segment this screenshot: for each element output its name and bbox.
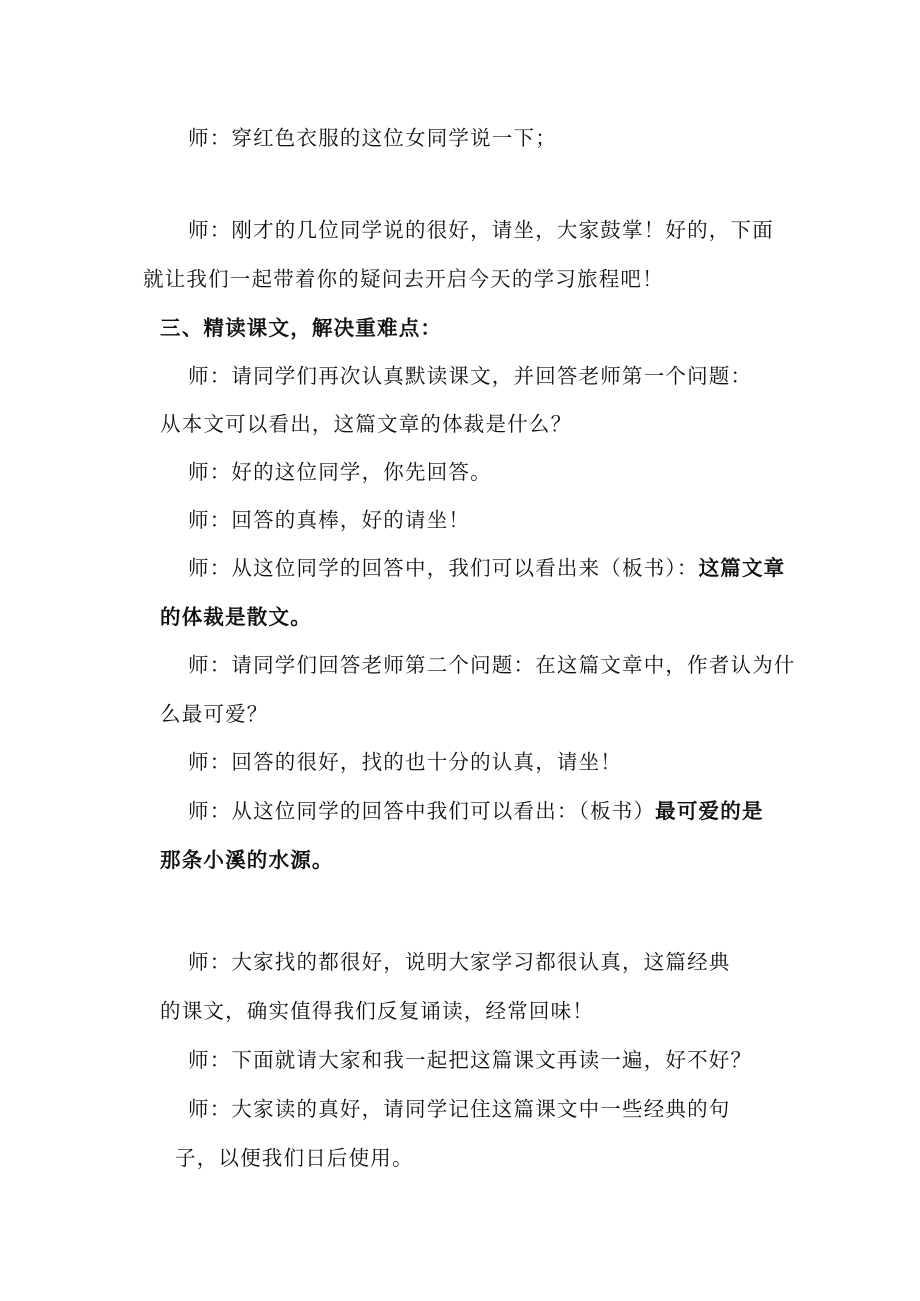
paragraph-line-14 [188,797,764,825]
section-heading: 三、精读课文，解决重难点： [160,316,443,340]
paragraph-line-7: 师：好的这位同学，你先回答。 [188,460,492,484]
blackboard-answer-2-start: 最可爱的是 [655,799,764,823]
paragraph-line-14-plain: 师：从这位同学的回答中我们可以看出：（板书） [188,799,656,823]
paragraph-line-9 [188,554,785,582]
paragraph-line-6: 从本文可以看出，这篇文章的体裁是什么？ [160,412,573,436]
paragraph-line-3: 就让我们一起带着你的疑问去开启今天的学习旅程吧！ [143,267,664,291]
paragraph-line-18: 师：下面就请大家和我一起把这篇课文再读一遍，好不好？ [188,1048,753,1072]
paragraph-line-16: 师：大家找的都很好，说明大家学习都很认真，这篇经典 [188,950,731,974]
paragraph-line-13: 师：回答的很好，找的也十分的认真，请坐！ [188,750,622,774]
paragraph-line-11: 师：请同学们回答老师第二个问题：在这篇文章中，作者认为什 [188,653,796,677]
blackboard-answer-1-start: 这篇文章 [698,556,786,580]
paragraph-line-8: 师：回答的真棒，好的请坐！ [188,508,471,532]
blackboard-answer-1-end: 的体裁是散文。 [160,605,312,629]
paragraph-line-17: 的课文，确实值得我们反复诵读，经常回味！ [160,999,594,1023]
blackboard-answer-2-end: 那条小溪的水源。 [160,848,334,872]
paragraph-line-5: 师：请同学们再次认真默读课文，并回答老师第一个问题： [188,364,753,388]
paragraph-line-1: 师：穿红色衣服的这位女同学说一下； [188,126,557,150]
paragraph-line-9-plain: 师：从这位同学的回答中，我们可以看出来（板书）： [188,556,699,580]
paragraph-line-19: 师：大家读的真好，请同学记住这篇课文中一些经典的句 [188,1097,731,1121]
paragraph-line-12: 么最可爱？ [160,702,269,726]
paragraph-line-20: 子，以便我们日后使用。 [175,1146,414,1170]
paragraph-line-2: 师：刚才的几位同学说的很好，请坐，大家鼓掌！好的，下面 [188,218,774,242]
